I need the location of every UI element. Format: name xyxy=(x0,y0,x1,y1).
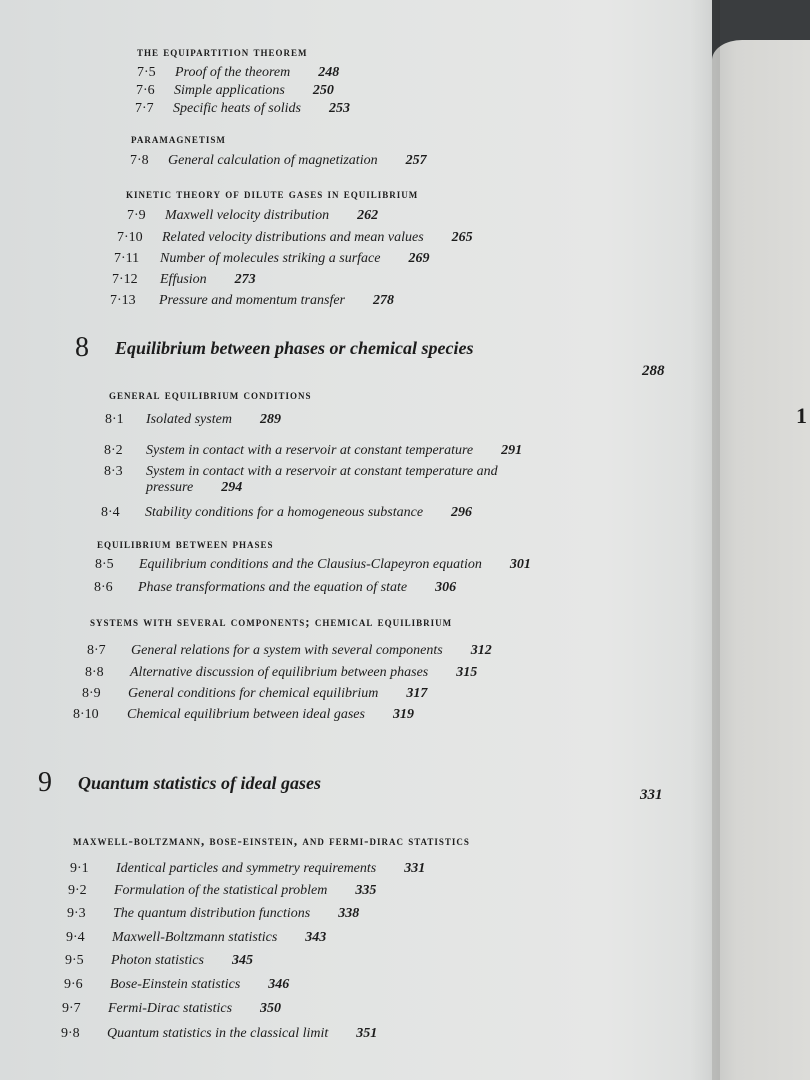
toc-entry xyxy=(95,557,531,573)
entry-number: 7·6 xyxy=(136,83,155,98)
entry-title: General conditions for chemical equilibrium xyxy=(128,686,379,701)
entry-number: 8·5 xyxy=(95,557,114,572)
entry-title: General relations for a system with several components xyxy=(131,643,443,658)
entry-number: 7·13 xyxy=(110,293,136,308)
right-page-chapter-number: 1 xyxy=(796,403,807,428)
entry-title: Equilibrium conditions and the Clausius-Clapeyron equation xyxy=(139,557,482,572)
entry-title: Identical particles and symmetry requirements xyxy=(116,861,377,876)
entry-page: 291 xyxy=(501,443,523,458)
toc-entry xyxy=(104,464,498,480)
entry-number: 9·6 xyxy=(64,977,83,992)
entry-page: 351 xyxy=(356,1026,378,1041)
toc-entry xyxy=(135,101,350,117)
entry-title: Maxwell velocity distribution xyxy=(165,208,330,223)
entry-title: Pressure and momentum transfer xyxy=(159,293,346,308)
entry-title: Simple applications xyxy=(174,83,285,98)
entry-number: 7·10 xyxy=(117,230,143,245)
entry-page: 250 xyxy=(312,83,334,98)
entry-title: General calculation of magnetization xyxy=(168,153,378,168)
entry-page: 317 xyxy=(406,686,428,701)
toc-entry xyxy=(104,443,522,459)
toc-entry xyxy=(117,230,473,246)
toc-entry xyxy=(114,251,429,267)
entry-number: 7·7 xyxy=(135,101,154,116)
entry-title: Related velocity distributions and mean values xyxy=(162,230,424,245)
toc-entry xyxy=(112,272,256,288)
toc-entry xyxy=(65,953,253,969)
toc-entry xyxy=(85,665,477,681)
entry-number: 8·2 xyxy=(104,443,123,458)
entry-number: 8·6 xyxy=(94,580,113,595)
entry-number: 8·7 xyxy=(87,643,106,658)
entry-page: 294 xyxy=(221,480,243,495)
entry-title: Proof of the theorem xyxy=(175,65,291,80)
entry-title: Alternative discussion of equilibrium between phases xyxy=(130,665,429,680)
toc-entry xyxy=(67,906,359,922)
entry-title: Effusion xyxy=(160,272,207,287)
entry-number: 7·8 xyxy=(130,153,149,168)
chapter-title: Equilibrium between phases or chemical species xyxy=(115,338,474,358)
entry-number: 9·7 xyxy=(62,1001,81,1016)
entry-title: Phase transformations and the equation of state xyxy=(138,580,408,595)
entry-number: 8·8 xyxy=(85,665,104,680)
chapter-number: 9 xyxy=(38,767,52,798)
entry-page: 278 xyxy=(373,293,395,308)
entry-title: Stability conditions for a homogeneous substance xyxy=(145,505,424,520)
toc-entry xyxy=(105,412,281,428)
entry-page: 343 xyxy=(305,930,327,945)
entry-page: 338 xyxy=(338,906,360,921)
toc-entry xyxy=(66,930,326,946)
chapter-title: Quantum statistics of ideal gases xyxy=(78,773,322,793)
chapter-page: 288 xyxy=(642,363,665,379)
entry-title: Formulation of the statistical problem xyxy=(114,883,328,898)
entry-page: 269 xyxy=(408,251,430,266)
toc-entry xyxy=(137,65,339,81)
toc-entry xyxy=(110,293,394,309)
entry-title: Chemical equilibrium between ideal gases xyxy=(127,707,365,722)
entry-page: 315 xyxy=(456,665,478,680)
section-heading: the equipartition theorem xyxy=(137,44,308,59)
entry-page: 265 xyxy=(451,230,473,245)
entry-title: Fermi-Dirac statistics xyxy=(108,1001,233,1016)
entry-number: 9·8 xyxy=(61,1026,80,1041)
entry-page: 257 xyxy=(405,153,427,168)
section-heading: paramagnetism xyxy=(131,131,226,146)
chapter-page: 331 xyxy=(640,787,663,803)
entry-number: 9·2 xyxy=(68,883,87,898)
entry-page: 331 xyxy=(404,861,426,876)
entry-page: 301 xyxy=(509,557,531,572)
entry-page: 350 xyxy=(260,1001,282,1016)
entry-number: 7·12 xyxy=(112,272,138,287)
entry-number: 8·3 xyxy=(104,464,123,479)
toc-entry xyxy=(70,861,425,877)
toc-entry xyxy=(101,505,472,521)
toc-entry xyxy=(94,580,456,596)
entry-page: 345 xyxy=(231,953,253,968)
entry-page: 346 xyxy=(268,977,290,992)
entry-page: 248 xyxy=(318,65,340,80)
toc-entry xyxy=(68,883,376,899)
toc-entry-continuation xyxy=(146,480,242,496)
entry-page: 306 xyxy=(435,580,457,595)
toc-entry xyxy=(64,977,289,993)
toc-entry xyxy=(82,686,427,702)
entry-title: Photon statistics xyxy=(111,953,204,968)
toc-entry xyxy=(62,1001,281,1017)
toc-entry xyxy=(130,153,427,169)
section-heading: general equilibrium conditions xyxy=(109,387,312,402)
toc-entry xyxy=(87,643,492,659)
toc-entry xyxy=(61,1026,377,1042)
entry-title: Bose-Einstein statistics xyxy=(110,977,241,992)
entry-number: 9·4 xyxy=(66,930,85,945)
entry-number: 8·10 xyxy=(73,707,99,722)
entry-page: 296 xyxy=(451,505,473,520)
toc-entry xyxy=(123,208,378,224)
entry-page: 273 xyxy=(234,272,256,287)
right-page xyxy=(712,40,810,1080)
entry-number: 7·9 xyxy=(127,208,146,223)
toc-entry xyxy=(136,83,334,99)
entry-number: 7·5 xyxy=(137,65,156,80)
entry-page: 289 xyxy=(259,412,281,427)
entry-number: 9·3 xyxy=(67,906,86,921)
entry-title: Maxwell-Boltzmann statistics xyxy=(112,930,278,945)
entry-title-continuation: pressure xyxy=(146,480,194,495)
entry-title: Specific heats of solids xyxy=(173,101,301,116)
entry-page: 319 xyxy=(392,707,414,722)
entry-number: 8·4 xyxy=(101,505,120,520)
entry-number: 9·1 xyxy=(70,861,89,876)
section-heading: equilibrium between phases xyxy=(97,536,274,551)
section-heading: systems with several components; chemical equilibrium xyxy=(90,614,453,629)
entry-number: 8·1 xyxy=(105,412,124,427)
entry-title: Isolated system xyxy=(146,412,232,427)
entry-page: 262 xyxy=(357,208,379,223)
entry-number: 9·5 xyxy=(65,953,84,968)
section-heading: maxwell-boltzmann, bose-einstein, and fermi-dirac statistics xyxy=(73,833,470,848)
entry-number: 8·9 xyxy=(82,686,101,701)
toc-entry xyxy=(73,707,414,723)
entry-title: System in contact with a reservoir at constant temperature and xyxy=(146,464,498,479)
chapter-number: 8 xyxy=(75,332,89,363)
entry-page: 335 xyxy=(355,883,377,898)
entry-number: 7·11 xyxy=(114,251,140,266)
entry-title: The quantum distribution functions xyxy=(113,906,311,921)
section-heading: kinetic theory of dilute gases in equilibrium xyxy=(126,186,419,201)
entry-page: 253 xyxy=(328,101,350,116)
entry-title: Number of molecules striking a surface xyxy=(160,251,381,266)
entry-page: 312 xyxy=(470,643,492,658)
entry-title: Quantum statistics in the classical limit xyxy=(107,1026,329,1041)
entry-title: System in contact with a reservoir at constant temperature xyxy=(146,443,474,458)
